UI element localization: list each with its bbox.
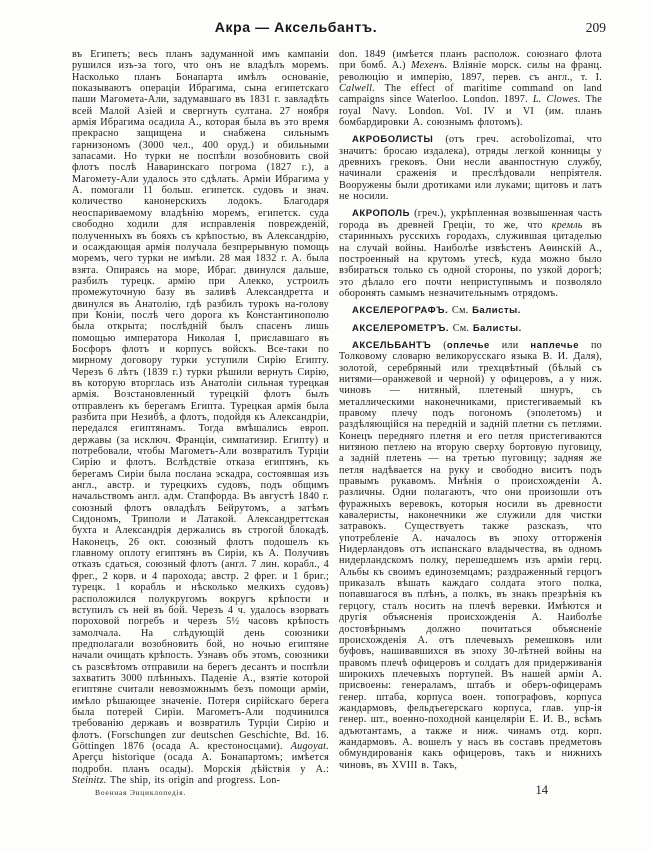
running-title: Акра — Аксельбантъ.	[214, 19, 378, 35]
paragraph-entry	[339, 323, 602, 334]
headword: АКРОПОЛЬ	[352, 208, 410, 220]
text-run: См.	[448, 305, 473, 317]
text-run: (отъ греч. acrobolizomai, что значитъ: бросаю издалека), отряды легкой конницы у древнихъ грековъ. Они несли аванпостную службу, начинали сраженія и преслѣдовали непріятеля. Вооружены были дротиками или луками; щитовъ и латъ не носили.	[339, 134, 602, 203]
imprint: Военная Энциклопедія.	[95, 788, 187, 797]
paragraph-entry	[339, 208, 602, 299]
headword: АКСЕЛЕРОГРАФЪ.	[352, 305, 449, 317]
text-run: The effect of maritime command on land campaigns since Waterloo. London. 1897.	[339, 83, 602, 106]
text-run: въ Египетъ; весь планъ задуманной имъ кампаніи рушился изъ-за того, что онъ не владѣлъ моремъ. Насколько планъ Бонапарта имѣлъ основаніе, показываютъ операціи Ибрагима, сына египетскаго паши Магомета-Али, задумавшаго въ 1831 г. завладѣть всей Малой Азіей и свергнуть султана. 27 ноября армія Ибрагима осадила А., которая была въ это время прекрасно защищена и снабжена сильнымъ гарнизономъ (3000 чел., 400 оруд.) и обильными запасами. Но турки не поспѣли возобновить свой флотъ послѣ Наваринскаго погрома (1827 г.), а Магомету-Али удалось это сдѣлать. Арміи Ибрагима у А. помогали 11 больш. египетск. судовъ и знач. количество канонерскихъ лодокъ. Благодаря неоспариваемому владѣнію моремъ, египетск. суда свободно ходили для исправленія поврежденій, полученныхъ въ бояхъ съ крѣпостью, въ Александрію, и осаждающая армія получала безпрерывную помощь моремъ, чего турки не имѣли. 28 мая 1832 г. А. была взята. Опираясь на море, Ибраг. двинулся дальше, разбилъ турецк. армію при Алекко, устроилъ промежуточную базу въ заливѣ Александретта и двинулся въ Анатолію, гдѣ разбилъ турокъ на-голову при Коніи, послѣ чего дорога къ Константинополю была открыта; послѣдній былъ спасенъ лишь помощью императора Николая I, приславшаго въ Босфоръ флотъ и корпусъ войскъ. Все-таки по мирному договору турки уступили Сирію Египту. Черезъ 6 лѣтъ (1839 г.) турки рѣшили вернуть Сирію, въ которую вторглась изъ Анатоліи сильная турецкая армія. Возстановленный турецкій флотъ былъ отправленъ къ берегамъ Египта. Турецкая армія была разбита при Незибѣ, а флотъ, подойдя къ Александріи, передался египтянамъ. Тогда вмѣшались европ. державы (за исключ. Франціи, симпатизир. Египту) и потребовали, чтобы Магометъ-Али возвратилъ Турціи Сирію и флотъ. Вслѣдствіе отказа египтянъ, къ берегамъ Сиріи была послана эскадра, состоявшая изъ англ., австр. и турецкихъ судовъ, подъ общимъ начальствомъ англ. адм. Стапфорда. Въ августѣ 1840 г. союзный флотъ овладѣлъ Бейрутомъ, а затѣмъ Сидономъ, Триполи и Латакой. Александреттская бухта и Александрія держались въ строгой блокадѣ. Наконецъ, 26 окт. союзный флотъ подошелъ къ главному оплоту египтянъ въ Сиріи, къ А. Получивъ отказъ сдаться, союзный флотъ (англ. 7 лин. корабл., 4 фрег., 2 корв. и 4 парохода; австр. 2 фрег. и 1 бриг.; турецк. 1 корабль и нѣсколько мелкихъ судовъ) расположился полукругомъ вокругъ крѣпости и вступилъ съ ней въ бой. Черезъ 4 ч. удалось взорвать пороховой погребъ и черезъ 5½ часовъ крѣпость замолчала. На слѣдующій день союзники предполагали возобновить бой, но ночью египтяне начали очищать крѣпость. Узнавъ объ этомъ, союзники съ разсвѣтомъ отправили на берегъ десантъ и поспѣли захватить 3000 плѣнныхъ. Паденіе А., взятіе которой египтяне считали невозможнымъ безъ помощи арміи, имѣло рѣшающее значеніе. Потеря сирійскаго берега была потерей Сиріи. Магометъ-Али подчинился требованію державъ и возвратилъ Турціи Сирію и флотъ. (Forschungen zur deutschen Geschichte, Bd. 16. Göttingen 1876 (осада А. крестоносцами).	[72, 49, 329, 752]
text-run: по Толковому словарю великорусскаго языка В. И. Даля), золотой, серебряный или трехцвѣтный (бѣлый съ нитями—оранжевой и черной) у офицеровъ, а у ниж. чиновъ — нитяный, плетеный шнуръ, съ металлическими наконечниками, пристегиваемый къ правому плечу подъ погономъ (эполетомъ) и раздѣляющійся на передній и задній плетни съ петлями. Конецъ передняго плетня и его петля пристегиваются нитяною петлею на вторую сверху бортовую пуговицу, а задній плетень — на третью пуговицу; задняя же петля надѣвается на руку и свободно виситъ подъ правымъ рукавомъ. Мнѣнія о происхожденіи А. различны. Одни полагаютъ, что они произошли отъ фуражныхъ веревокъ, которыя носили въ древности кавалеристы, наконечники же служили для чистки затравокъ. Существуетъ также разсказъ, что употребленіе А. началось въ эпоху отторженія Нидерландовъ отъ испанскаго владычества, въ одномъ нидерландскомъ полку, перешедшемъ изъ арміи герц. Альбы къ своимъ единоземцамъ; раздраженный герцогъ приказалъ вѣшать каждаго солдата этого полка, попавшагося въ плѣнъ, а полкъ, въ знакъ презрѣнія къ герцогу, сталъ носить на плечѣ веревки. Имѣются и другія объясненія происхожденія А. Наиболѣе достовѣрнымъ должно почитаться объясненіе происхожденія А. отъ плечевыхъ ремешковъ или буфовъ, нашивавшихся въ эпоху 30-лѣтней войны на правомъ плечѣ офицеровъ и солдатъ для придерживанія широкихъ плечевыхъ портупей. Въ нашей арміи А. присвоены: генераламъ, штабъ и оберъ-офицерамъ генер. штаба, корпуса воен. топографовъ, корпуса жандармовъ, фельдъегерскаго корпуса, глав. упр-ія генер. шт., военно-походной канцеляріи Е. И. В., всѣмъ адъютантамъ, а также и ниж. чинамъ отд. корп. жандармовъ. А. вошелъ у насъ въ составъ предметовъ обмундированія какъ офицеровъ, такъ и нижнихъ чиновъ, въ XVIII в. Такъ,	[339, 339, 602, 771]
headword: АКРОБОЛИСТЫ	[352, 134, 434, 146]
italic-run: Augoyat.	[290, 740, 329, 752]
text-run: (	[431, 339, 447, 351]
paragraph-entry	[339, 134, 602, 202]
text-run: (греч.), укрѣпленная возвышенная часть города въ древней Греціи, то же, что	[339, 208, 602, 231]
left-column	[72, 49, 329, 791]
text-run: Вліяніе морск. силы на франц. революцію и имперію, 1897, перев. съ англ., т. I.	[339, 60, 602, 83]
paragraph-entry	[339, 340, 602, 771]
text-block	[72, 49, 602, 791]
paragraph-entry	[339, 305, 602, 316]
headword: АКСЕЛЕРОМЕТРЪ.	[352, 322, 450, 334]
italic-run: Мехенъ.	[411, 60, 448, 72]
paragraph-continuation	[339, 49, 602, 128]
headword: Балисты.	[472, 305, 521, 317]
italic-run: Calwell.	[339, 83, 376, 95]
italic-run: кремль	[551, 219, 583, 231]
text-run: въ старинныхъ русскихъ городахъ, служившая цитаделью на случай войны. Наиболѣе извѣстенъ Аѳинскій А., построенный на крутомъ утесѣ, куда можно было взбираться только съ одной стороны, по узкой дорогѣ; это дѣлало его почти неприступнымъ и позволяло оборонять самымъ незначительнымъ отрядомъ.	[339, 219, 602, 299]
text-run: Aperçu historique (осада А. Бонапартомъ; имѣется подробн. планъ осады). Морскія дѣйствія у А.:	[72, 752, 329, 775]
headword: наплечье	[530, 339, 580, 351]
text-run: См.	[449, 322, 473, 334]
right-column	[339, 49, 602, 791]
text-run: The ship, its origin and progress. Lon-	[106, 775, 281, 786]
text-run: don. 1849 (имѣется планъ располож. союзнаго флота при бомб. А.)	[339, 49, 602, 72]
headword: АКСЕЛЬБАНТЪ	[352, 339, 432, 351]
italic-run: Steinitz.	[72, 775, 107, 786]
italic-run: L. Clowes.	[532, 94, 581, 106]
text-run: The royal Navy. London. Vol. IV и VI (им. планъ бомбардировки А. союзнымъ флотомъ).	[339, 94, 602, 129]
paragraph-continuation	[72, 49, 329, 786]
headword: Балисты.	[472, 322, 522, 334]
page-number: 209	[585, 20, 606, 35]
sheet-signature: 14	[535, 783, 548, 797]
text-run: или	[489, 339, 531, 351]
headword: оплечье	[446, 339, 490, 351]
